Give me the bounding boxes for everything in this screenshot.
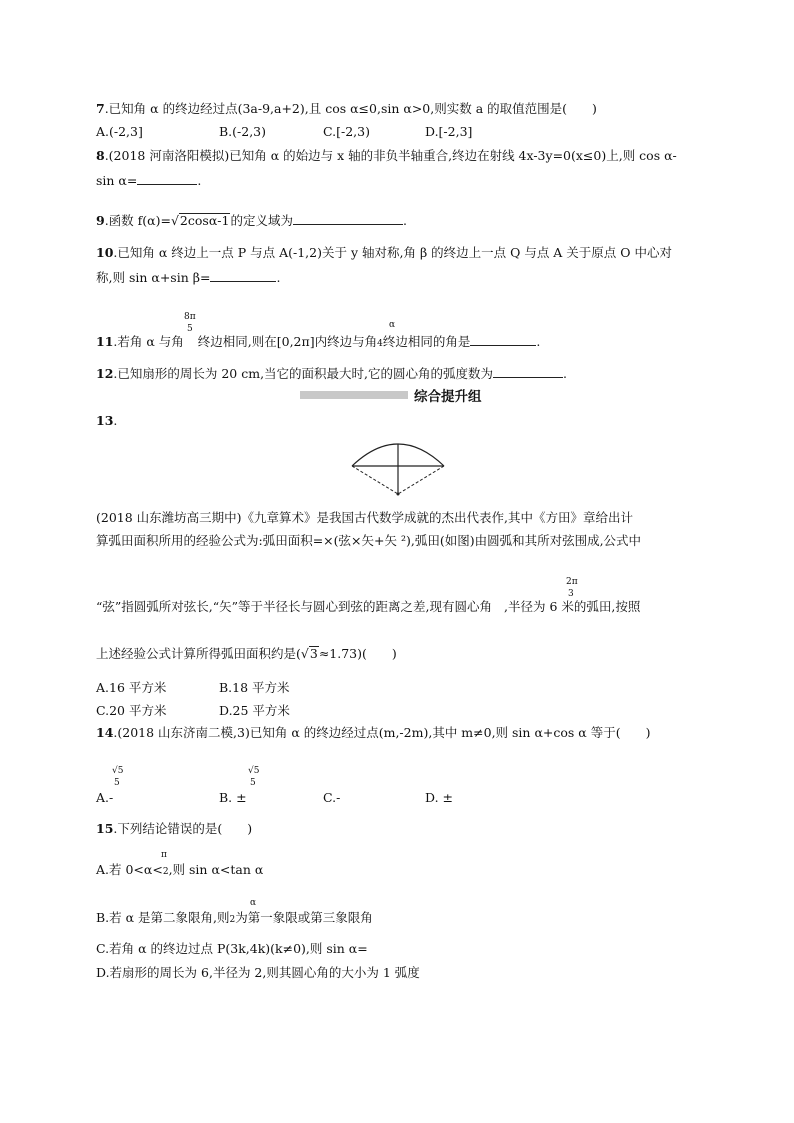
q13-frac-top: 2π	[566, 577, 578, 587]
q15-option-b	[96, 910, 373, 928]
q12-text: .已知扇形的周长为 20 cm,当它的面积最大时,它的圆心角的弧度数为	[113, 366, 494, 381]
q13-option-c: C.20 平方米	[96, 703, 167, 718]
q11-text-mid: 终边相同,则在[0,2π]内终边与角	[197, 334, 378, 349]
q11-tail: .	[536, 334, 541, 349]
q7-text: .已知角 α 的终边经过点(3a-9,a+2),且 cos α≤0,sin α>0,则实数 a 的取值范围是( )	[104, 101, 597, 116]
q9-tail: .	[402, 213, 407, 228]
q11-stem	[96, 333, 540, 352]
q15-option-a-post: ,则 sin α<tan α	[168, 862, 264, 877]
q13-frac-bottom: 3	[568, 589, 574, 599]
q14-option-d: D. ±	[425, 790, 453, 805]
q8-number: 8	[96, 148, 105, 163]
q9-answer-blank[interactable]	[293, 212, 403, 225]
q11-answer-blank[interactable]	[470, 333, 536, 346]
q13-option-d: D.25 平方米	[219, 703, 290, 718]
q13-option-a: A.16 平方米	[96, 680, 167, 695]
q7-option-a: A.(-2,3]	[96, 124, 143, 139]
q15-option-d: D.若扇形的周长为 6,半径为 2,则其圆心角的大小为 1 弧度	[96, 965, 420, 980]
q7-option-c: C.[-2,3)	[323, 124, 370, 139]
q9-text-post: 的定义域为	[230, 213, 293, 228]
q10-text-line1: .已知角 α 终边上一点 P 与点 A(-1,2)关于 y 轴对称,角 β 的终边上一点 Q 与点 A 关于原点 O 中心对	[113, 245, 673, 260]
q13-stem-line4	[96, 646, 397, 662]
q10-tail: .	[276, 270, 281, 285]
q14-b-frac-top: √5	[248, 766, 260, 776]
q12-number: 12	[96, 366, 114, 381]
q9-text-pre: .函数 f(α)=	[104, 213, 171, 228]
q11-frac1-bottom: 5	[187, 324, 193, 334]
q15-a-frac-bottom: 2	[162, 867, 169, 877]
q12-stem	[96, 365, 567, 382]
q14-option-a: A.-	[96, 790, 114, 805]
q14-number: 14	[96, 725, 114, 740]
q7-number: 7	[96, 101, 105, 116]
q14-b-frac-bottom: 5	[250, 778, 256, 788]
q15-a-frac-top: π	[161, 850, 167, 860]
q8-answer-blank[interactable]	[137, 172, 197, 185]
q9-radicand: 2cosα-1	[179, 213, 230, 228]
q9-number: 9	[96, 213, 105, 228]
arc-field-figure	[348, 438, 448, 498]
q10-answer-blank[interactable]	[210, 269, 276, 282]
q13-text-line4-pre: 上述经验公式计算所得弧田面积约是(	[96, 646, 301, 661]
q11-frac2-bottom: 4	[377, 339, 383, 349]
q9-sqrt-sign: √	[170, 213, 179, 228]
q14-a-frac-top: √5	[112, 766, 124, 776]
q9-stem	[96, 212, 407, 229]
q13-sqrt-value: 3	[309, 646, 318, 661]
q15-b-frac-top: α	[250, 898, 257, 908]
q7-stem	[96, 101, 597, 117]
q13-number-line: 13.	[96, 413, 118, 428]
q15-option-c: C.若角 α 的终边过点 P(3k,4k)(k≠0),则 sin α=	[96, 941, 368, 956]
q12-tail: .	[563, 366, 568, 381]
q11-frac2-top: α	[389, 320, 396, 330]
q7-option-b: B.(-2,3)	[219, 124, 267, 139]
q15-option-b-post: 为第一象限或第三象限角	[235, 910, 373, 925]
q13-text-line2: 算弧田面积所用的经验公式为:弧田面积=×(弦×矢+矢 ²),弧田(如图)由圆弧和其所对弦围成,公式中	[96, 533, 642, 548]
q15-option-a-pre: A.若 0<α<	[96, 862, 163, 877]
section-divider-bar	[300, 391, 408, 399]
q8-text-line2: sin α=	[96, 173, 138, 188]
q13-text-line3-pre: “弦”指圆弧所对弦长,“矢”等于半径长与圆心到弦的距离之差,现有圆心角	[96, 599, 493, 614]
q15-option-b-pre: B.若 α 是第二象限角,则	[96, 910, 230, 925]
q14-option-b: B. ±	[219, 790, 247, 805]
q11-text-post: 终边相同的角是	[382, 334, 471, 349]
q13-stem-line3	[96, 599, 640, 615]
q10-text-line2: 称,则 sin α+sin β=	[96, 270, 211, 285]
q8-text-line1: .(2018 河南洛阳模拟)已知角 α 的始边与 x 轴的非负半轴重合,终边在射线 4x-3y=0(x≤0)上,则 cos α-	[104, 148, 677, 163]
q10-stem-line2	[96, 269, 280, 286]
q13-number: 13	[96, 413, 114, 428]
circle-center-point	[397, 493, 400, 496]
q14-option-c: C.-	[323, 790, 341, 805]
radius-right-dashed	[398, 466, 444, 494]
q15-stem	[96, 821, 252, 837]
q15-b-frac-bottom: 2	[229, 915, 236, 925]
q13-option-b: B.18 平方米	[219, 680, 290, 695]
q13-sqrt-sign: √	[300, 646, 309, 661]
q14-stem	[96, 725, 650, 741]
q13-text-line1: (2018 山东潍坊高三期中)《九章算术》是我国古代数学成就的杰出代表作,其中《方田》章给出计	[96, 510, 634, 525]
q10-stem-line1	[96, 245, 672, 261]
q13-text-line3-post: ,半径为 6 米的弧田,按照	[504, 599, 641, 614]
q10-number: 10	[96, 245, 114, 260]
section-title: 综合提升组	[414, 389, 482, 405]
q15-number: 15	[96, 821, 114, 836]
q15-text: .下列结论错误的是( )	[113, 821, 253, 836]
q14-a-frac-bottom: 5	[114, 778, 120, 788]
q11-frac1-top: 8π	[184, 312, 196, 322]
q8-stem-line1	[96, 148, 677, 164]
q11-number: 11	[96, 334, 114, 349]
q8-stem-line2	[96, 172, 201, 189]
q13-text-line4-post: ≈1.73)( )	[318, 646, 397, 661]
q11-text-pre: .若角 α 与角	[113, 334, 184, 349]
q12-answer-blank[interactable]	[493, 365, 563, 378]
radius-left-dashed	[352, 466, 398, 494]
q8-tail: .	[197, 173, 202, 188]
q15-option-a	[96, 862, 263, 880]
q7-option-d: D.[-2,3]	[425, 124, 473, 139]
q14-text: .(2018 山东济南二模,3)已知角 α 的终边经过点(m,-2m),其中 m≠0,则 sin α+cos α 等于( )	[113, 725, 651, 740]
